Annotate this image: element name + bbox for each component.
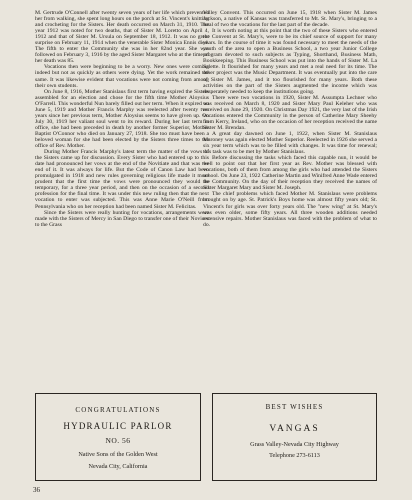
ad-name: VANGAS bbox=[269, 424, 320, 434]
ad-address: Grass Valley-Nevada City Highway bbox=[250, 441, 339, 448]
ad-heading: CONGRATULATIONS bbox=[75, 406, 161, 414]
paragraph: Valley Convent. This occurred on June 15, 1918 when Sister M. James Jackson, a native of Kansas was transferred to Mt. St. Mary's, bringing to a total of two the vocations for the last part of the decade. bbox=[203, 10, 377, 29]
ad-city: Nevada City, California bbox=[88, 463, 148, 470]
ad-organization: Native Sons of the Golden West bbox=[78, 451, 158, 458]
paragraph: M. Gertrude O'Connell after twenty seven years of her life which prevented her from walking, she spent long hours on the porch at St. Vincent's knitting and crocheting for the Sisters. Her death occurred on March 31, 1910. The year 1912 was noted for two deaths, that of Sister M. Loretto on April 4, 1912 and that of Sister M. Ursula on September 18, 1912. It was no great surprise on February 11, 1914 when the venerable Sister Monica Ennis died. The fifth to enter the Community she was in her 82nd year. She was followed on February 3, 1916 by the aged Sister Margaret who at the time of her death was 85. bbox=[35, 10, 209, 65]
paragraph: It is worth noting at this point that the two of these Sisters who entered the Convent at St. Mary's, were to be its chief source of support for many years. In the course of time it was found necessary to meet the needs of the youth of the area to open a Business School, a two year Junior College program devoted to such subjects as Typing, Shorthand, Business Math, Bookkeeping. This Business School was put into the hands of Sister M. La Salette. It flourished for many years and met a real need for its time. The other project was the Music Department. It was eventually put into the care of Sister M. James, and it too flourished for many years. Both these activities on the part of the Sisters augmented the income which was desperately needed to keep the institutions going. bbox=[203, 28, 377, 95]
paragraph: On June 8, 1916, Mother Stanislaus first term having expired the Sisters assembled for an election and chose for the fifth time Mother Aloysius O'Farrell. This wonderful Nun barely filled out her term. When it expired on June 5, 1919 and Mother Francis Marphy was reelected after twenty two years since her previous term, Mother Aloysius seems to have given up. On July 30, 1919 her valiant soul went to its reward. During her last term in office, she had been preceded in death by another former Superior, Mother Baptist O'Connor who died on January 27, 1918. She too must have been a beloved woman for she had been elected by the Sisters three times to the office of Rev. Mother. bbox=[35, 88, 209, 150]
paragraph: Vocations then were beginning to be a worry. New ones were coming indeed but not as quickly as others were dying. Yet the work remained the same. It was likewise evident that vocations were not coming from among their own students. bbox=[35, 64, 209, 89]
text-column-right bbox=[203, 10, 377, 228]
paragraph: During Mother Francis Marphy's latest term the matter of the vows of the Sisters came up for discussion. Every Sister who had entered up to this date had pronounced her vows at the end of the Novitiate and that was the end of it. It was always for life. But the Code of Canon Law had been promulgated in 1918 and new rules governing religious life made it more prudent that the first time the vows were pronounced they would be temporary, for a three year period, and then on the occasion of a second profession for the final time. It was under this new ruling then that the next vocation to enter was subjected. This was Anne Marie O'Neill from Pennsylvania who on her reception had been named Sister M. Felicitas. bbox=[35, 149, 209, 210]
ad-name: HYDRAULIC PARLOR bbox=[63, 421, 173, 431]
text-column-left bbox=[35, 10, 209, 228]
advertisement-hydraulic-parlor bbox=[35, 393, 201, 481]
paragraph: The chief problems which faced Mother M. Stanislaus were problems brought on by age. St. Patrick's Boys home was almost fifty years old; St. Vincent's for girls was over forty years old. The "new wing" at St. Mary's was even older, some fifty years. All three wooden additions needed extensive repairs. Mother Stanislaus was faced with the problem of what to do. bbox=[203, 191, 377, 228]
paragraph: A great day dawned on June 1, 1922, when Sister M. Stanislaus Maroney was again elected Mother Superior. Reelected in 1926 she served a six year term which was to be filled with changes. It was time for renewal; this task was to be met by Mother Stanislaus. bbox=[203, 130, 377, 156]
advertisement-area bbox=[35, 393, 377, 481]
page-number: 36 bbox=[33, 486, 40, 494]
ad-phone: Telephone 273-6113 bbox=[269, 452, 320, 459]
advertisement-vangas bbox=[212, 393, 377, 481]
paragraph: Since the Sisters were really hunting for vocations, arrangements were made with the Sisters of Mercy in San Diego to transfer one of their Novices to the Grass bbox=[35, 209, 209, 228]
paragraph: There were two vocations in 1920, Sister M. Assumpta Lechner who was received on March 8, 1920 and Sister Mary Paul Keleher who was received on June 29, 1920. On Christmas Day 1921, the very last of the Irish vocations entered the Community in the person of Catherine Mary Sheehy from Kerry, Ireland, who on the occasion of her reception received the name Sister M. Brendan. bbox=[203, 94, 377, 131]
ad-number: NO. 56 bbox=[105, 436, 131, 445]
paragraph: Before discussing the tasks which faced this capable nun, it would be well to point out that her first year as Rev. Mother was blessed with vocations, both of them from among the girls who had attended the Sisters school. On June 23, 1922 Catherine Martin and Winifred Anne Wade entered the Community. On the day of their reception they received the names of Sister Margaret Mary and Sister M. Joseph. bbox=[203, 155, 377, 192]
ad-heading: BEST WISHES bbox=[265, 403, 324, 411]
